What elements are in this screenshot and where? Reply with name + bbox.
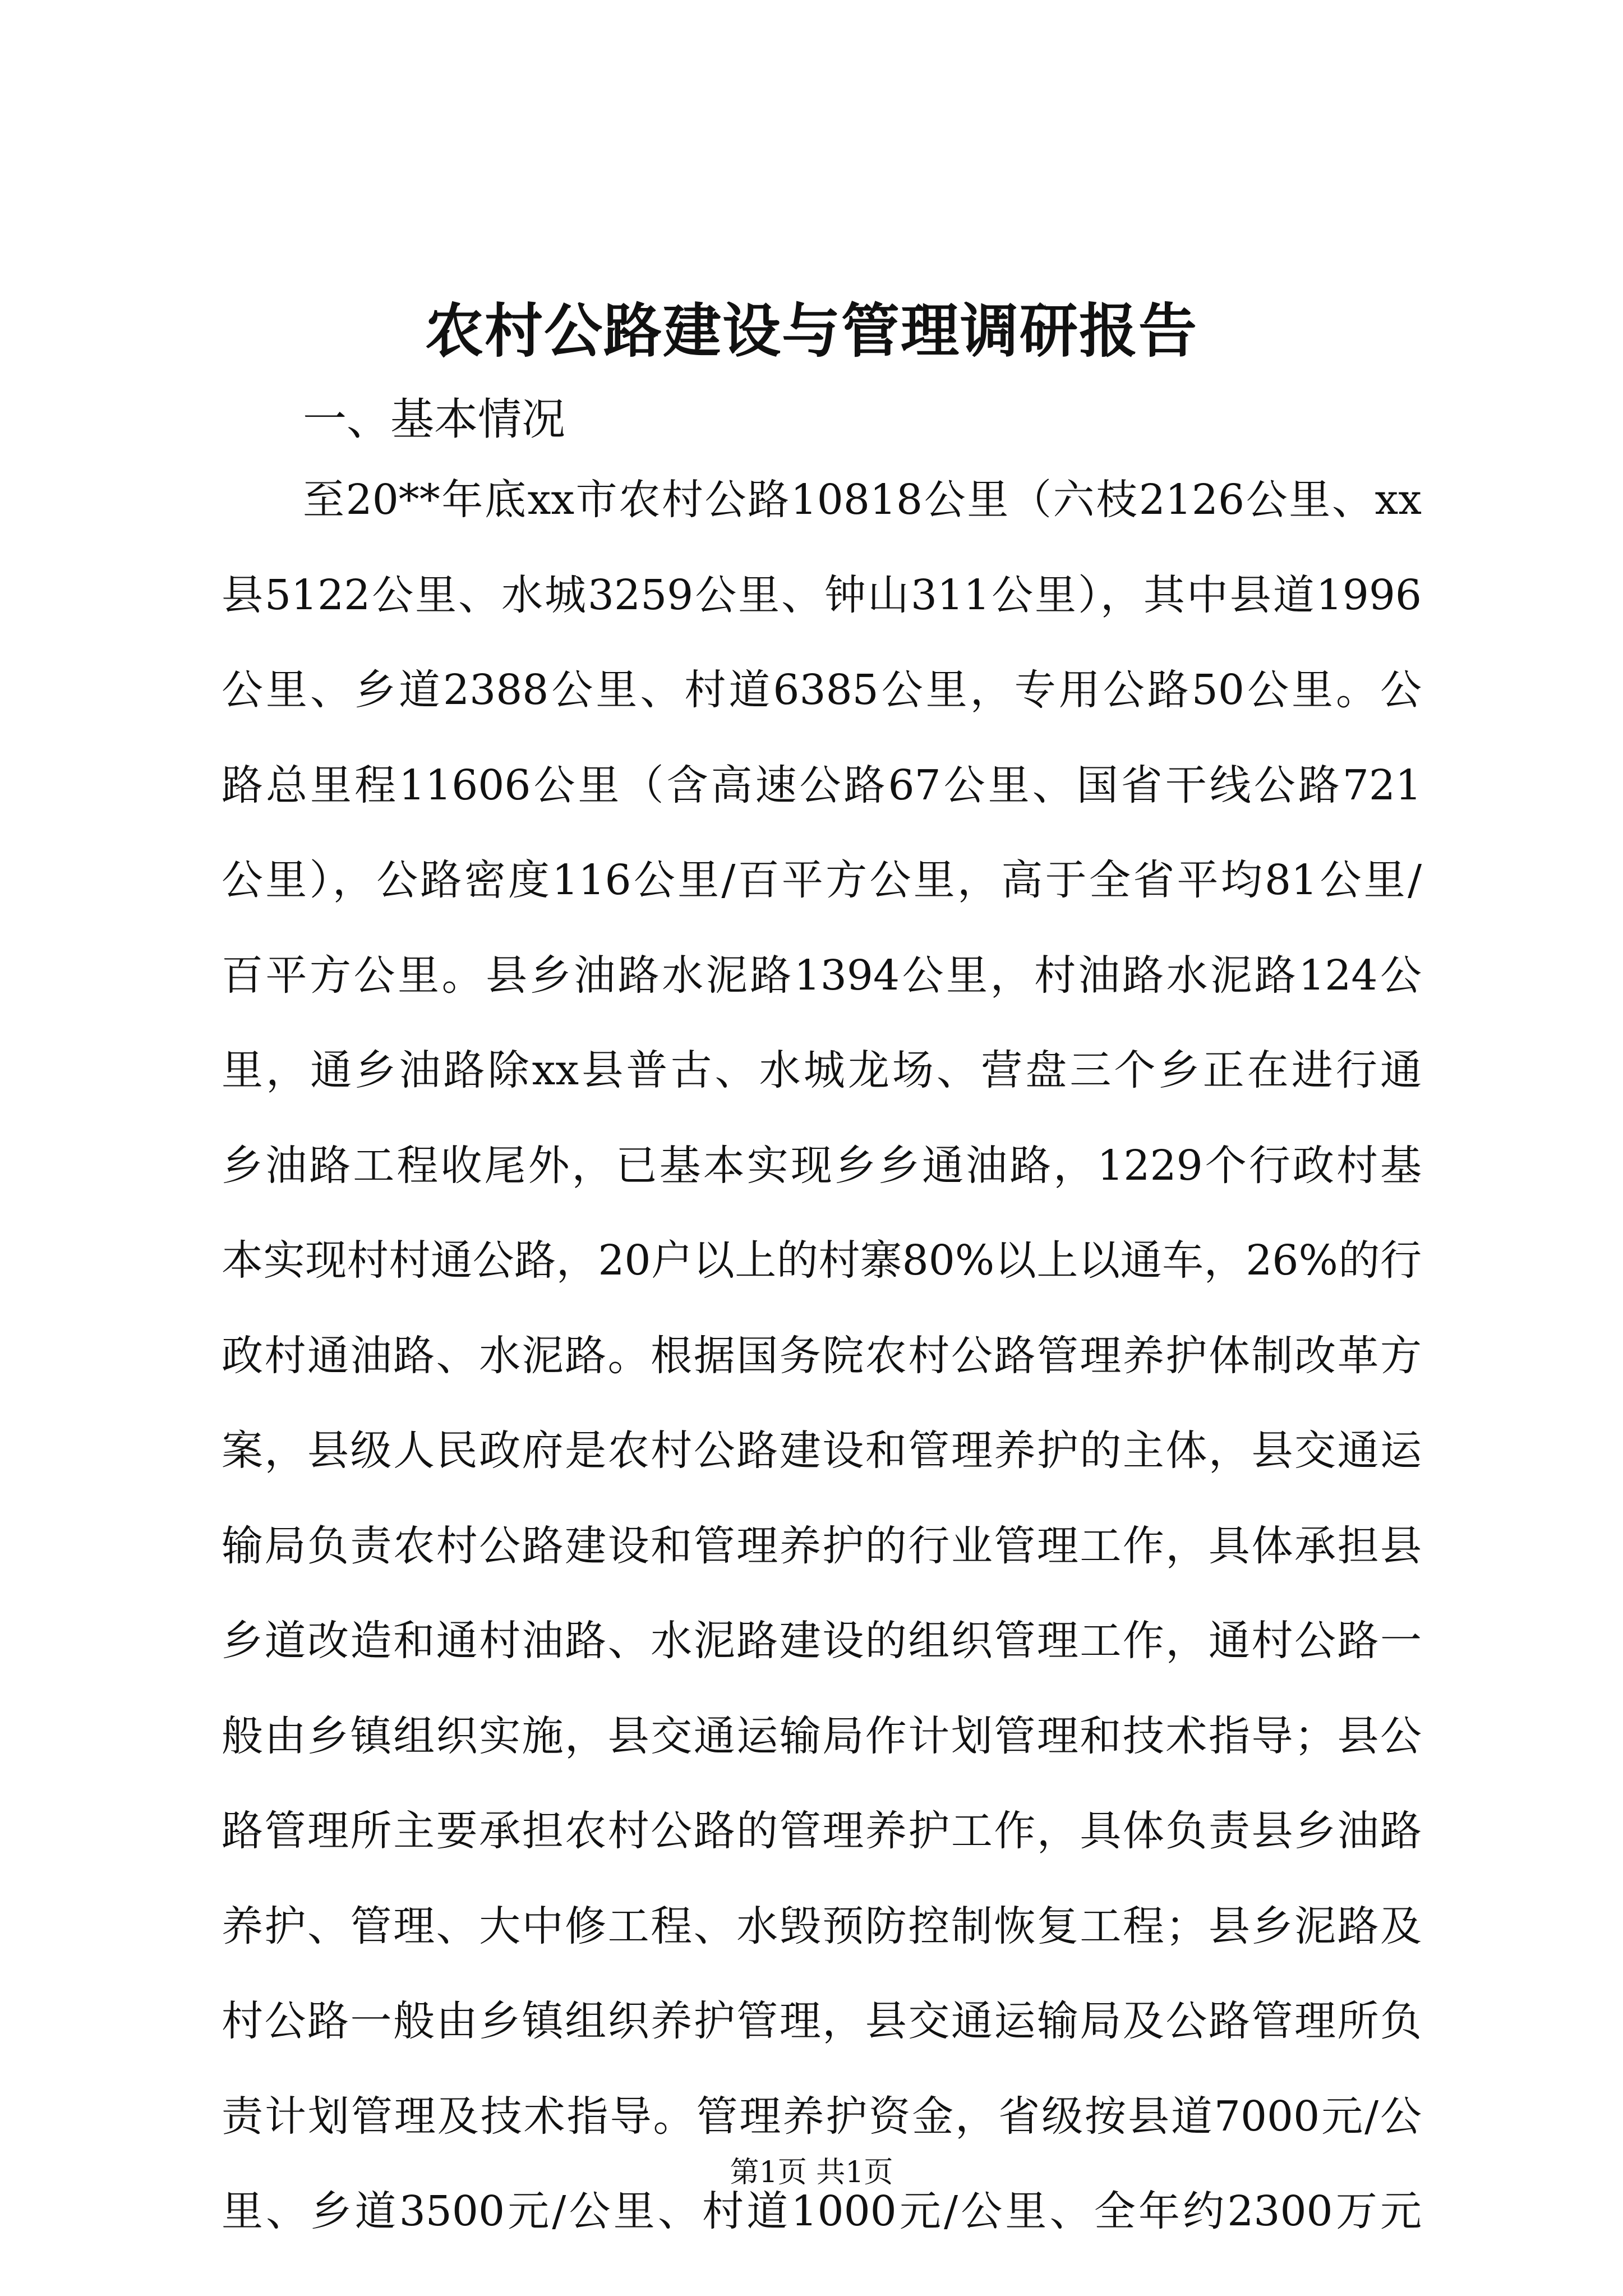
- paragraph-line: 般由乡镇组织实施，县交通运输局作计划管理和技术指导；县公: [222, 1711, 1422, 1760]
- paragraph-line: 本实现村村通公路，20户以上的村寨80%以上以通车，26%的行: [222, 1236, 1422, 1285]
- paragraph-line: 至20**年底xx市农村公路10818公里（六枝2126公里、xx: [303, 476, 1422, 524]
- paragraph-line: 百平方公里。县乡油路水泥路1394公里，村油路水泥路124公: [222, 951, 1422, 1000]
- paragraph-line: 公里、乡道2388公里、村道6385公里，专用公路50公里。公: [222, 666, 1422, 714]
- paragraph-line: 县5122公里、水城3259公里、钟山311公里），其中县道1996: [222, 570, 1422, 619]
- paragraph-line: 村公路一般由乡镇组织养护管理，县交通运输局及公路管理所负: [222, 1997, 1422, 2045]
- body-paragraph: [222, 472, 1422, 2279]
- paragraph-line: 责计划管理及技术指导。管理养护资金，省级按县道7000元/公: [222, 2092, 1422, 2141]
- paragraph-line: 乡道改造和通村油路、水泥路建设的组织管理工作，通村公路一: [222, 1617, 1422, 1665]
- paragraph-line: 里，通乡油路除xx县普古、水城龙场、营盘三个乡正在进行通: [222, 1046, 1422, 1094]
- paragraph-line: 里、乡道3500元/公里、村道1000元/公里、全年约2300万元: [222, 2187, 1422, 2235]
- paragraph-line: 输局负责农村公路建设和管理养护的行业管理工作，具体承担县: [222, 1521, 1422, 1570]
- paragraph-line: 路管理所主要承担农村公路的管理养护工作，具体负责县乡油路: [222, 1807, 1422, 1855]
- paragraph-line: 乡油路工程收尾外，已基本实现乡乡通油路，1229个行政村基: [222, 1141, 1422, 1190]
- paragraph-line: 路总里程11606公里（含高速公路67公里、国省干线公路721: [222, 761, 1422, 809]
- section-heading: 一、基本情况: [303, 394, 566, 445]
- paragraph-line: 政村通油路、水泥路。根据国务院农村公路管理养护体制改革方: [222, 1331, 1422, 1380]
- paragraph-line: 案，县级人民政府是农村公路建设和管理养护的主体，县交通运: [222, 1427, 1422, 1475]
- page-number-footer: 第1页 共1页: [730, 2156, 893, 2189]
- paragraph-line: 公里），公路密度116公里/百平方公里，高于全省平均81公里/: [222, 856, 1422, 904]
- document-title: 农村公路建设与管理调研报告: [425, 296, 1198, 365]
- paragraph-line: 养护、管理、大中修工程、水毁预防控制恢复工程；县乡泥路及: [222, 1902, 1422, 1950]
